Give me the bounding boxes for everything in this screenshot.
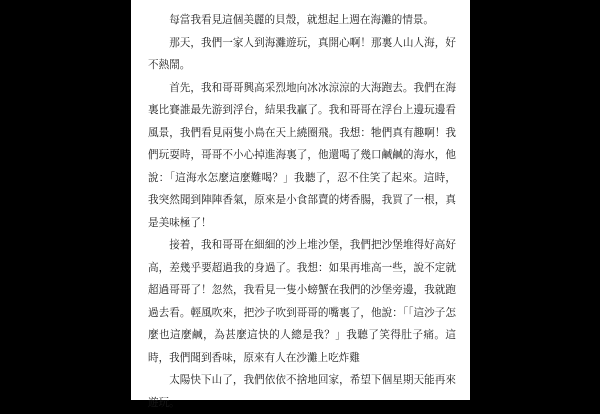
paragraph-sandcastle: 接着，我和哥哥在細細的沙上堆沙堡，我們把沙堡堆得好高好高，差幾乎要超過我的身過了。我想：如果再堆高一些，說不定就超過哥哥了！忽然，我看見一隻小螃蟹在我們的沙堡旁邊，我就跑過去看。輕風吹來，把沙子吹到哥哥的嘴裏了，他說：「「這沙子怎麼也這麼鹹，為甚麼這快的人總是我？」我聽了笑得肚子痛。這時，我們聞到香味，原來有人在沙灘上吃炸雞 xyxy=(148,239,456,364)
paragraph-swimming: 首先，我和哥哥興高采烈地向冰冰涼涼的大海跑去。我們在海裏比賽誰最先游到浮台，結果我贏了。我和哥哥在浮台上邊玩邊看風景，我們看見兩隻小鳥在天上繞圈飛。我想：牠們真有趣啊！我們玩耍時，哥哥不小心掉進海裏了，他還喝了幾口鹹鹹的海水，他說：「這海水怎麼這麼難喝？」我聽了，忍不住笑了起來。這時，我突然聞到陣陣香氣，原來是小食部賣的烤香腸，我買了一根，真是美味極了！ xyxy=(148,81,456,229)
paragraph-family-trip: 那天，我們一家人到海灘遊玩，真開心啊！那裏人山人海，好不熱鬧。 xyxy=(148,36,456,71)
paragraph-ending: 太陽快下山了，我們依依不捨地回家，希望下個星期天能再來遊玩。 xyxy=(148,374,456,409)
document-page xyxy=(131,0,470,409)
paragraph-intro: 每當我看見這個美麗的貝殼，就想起上週在海灘的情景。 xyxy=(169,14,435,26)
